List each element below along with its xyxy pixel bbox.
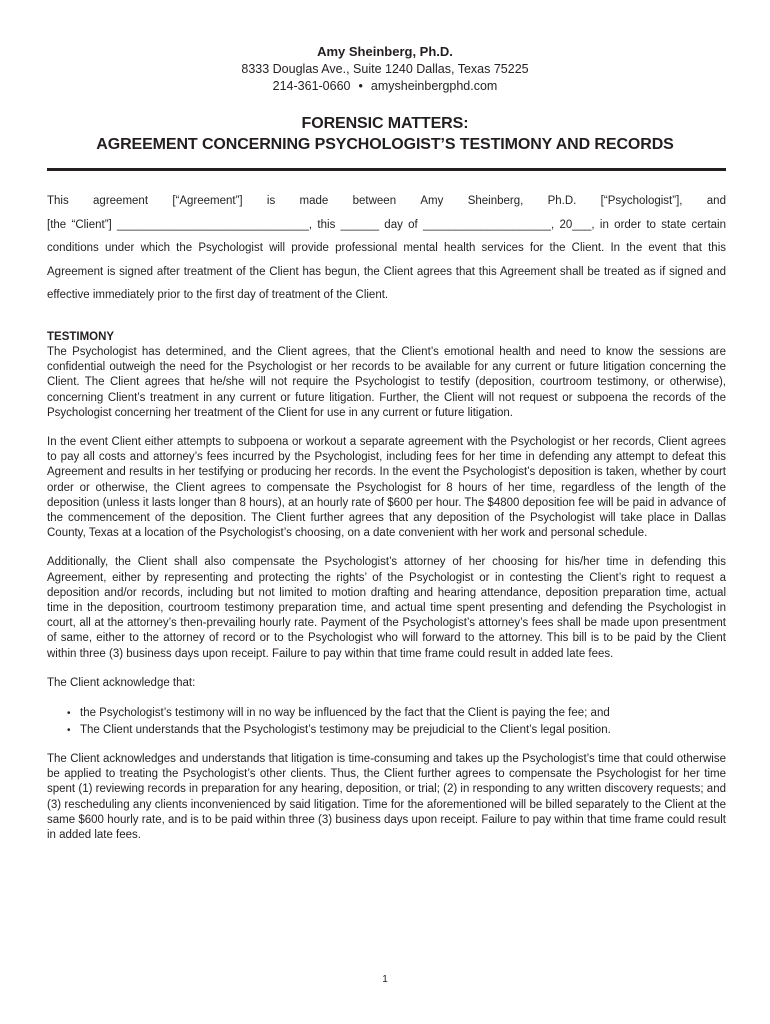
intro-word: Amy: [420, 195, 444, 207]
intro-paragraph: [47, 190, 726, 308]
intro-word: This: [47, 195, 69, 207]
practice-address: 8333 Douglas Ave., Suite 1240 Dallas, Texas 75225: [241, 62, 529, 76]
intro-word: Ph.D.: [547, 195, 577, 207]
acknowledge-list: [47, 705, 726, 739]
document-title: [0, 113, 770, 155]
testimony-section: [47, 330, 726, 857]
intro-first-line: [47, 190, 726, 214]
list-item: • The Client understands that the Psychologist’s testimony may be prejudicial to the Client’s legal position.: [67, 722, 726, 739]
testimony-paragraph-1: The Psychologist has determined, and the Client agrees, that the Client’s emotional health and need to know the sessions are confidential outweigh the need for the Psychologist or her records to be available for any current or future litigation concerning the Client. The Client agrees that he/she will not require the Psychologist to testify (deposition, courtroom testimony, or otherwise), concerning Client’s treatment in any current or future litigation. Further, the Client will not request or subpoena the records of the Psychologist concerning her treatment of the Client for use in any current or future litigation.: [47, 346, 726, 419]
letterhead: [0, 43, 770, 95]
intro-word: made: [299, 195, 329, 207]
title-divider: [47, 168, 726, 171]
testimony-paragraph-3: Additionally, the Client shall also compensate the Psychologist’s attorney of her choosing for his/her time in defending this Agreement, either by representing and protecting the rights’ of the Psychologist or in contesting the Client’s right to request a deposition and/or records, including but not limited to motion drafting and hearing attendance, deposition preparation time, actual time in the deposition, courtroom testimony preparation time, and actual time spent presenting and defending the Psychologist in court, all at the attorney’s then-prevailing hourly rate. Payment of the Psychologist’s attorney’s fees shall be made upon presentment of same, either to the attorney of record or to the Psychologist who will forward to the attorney. This bill is to be paid by the Client within three (3) business days upon receipt. Failure to pay within that time frame could result in added late fees.: [47, 556, 726, 660]
intro-word: is: [266, 195, 276, 207]
intro-word: between: [352, 195, 397, 207]
title-line-2: AGREEMENT CONCERNING PSYCHOLOGIST’S TESTIMONY AND RECORDS: [96, 136, 674, 153]
separator-bullet: •: [358, 79, 363, 93]
intro-body-text: [the “Client”] ______________________________, this ______ day of ____________________, 20___, in order to state certain conditions under which the Psychologist will provide professional mental health services for the Client. In the event that this Agreement is signed after treatment of the Client has begun, the Client agrees that this Agreement shall be treated as if signed and effective immediately prior to the first day of treatment of the Client.: [47, 218, 726, 302]
website: amysheinbergphd.com: [370, 79, 498, 93]
testimony-paragraph-4: The Client acknowledges and understands that litigation is time-consuming and takes up the Psychologist’s time that could otherwise be applied to treating the Psychologist’s other clients. Thus, the Client further agrees to compensate the Psychologist for her time spent (1) reviewing records in preparation for any hearing, deposition, or trial; (2) in responding to any written discovery requests; and (3) rescheduling any clients inconvenienced by said litigation. Time for the aforementioned will be billed separately to the Client at the same $600 hourly rate, and is to be paid within three (3) business days upon receipt. Failure to pay within that time frame could result in added late fees.: [47, 753, 726, 842]
intro-word: [“Psychologist”],: [600, 195, 683, 207]
testimony-paragraph-2: In the event Client either attempts to subpoena or workout a separate agreement with the Psychologist or her records, Client agrees to pay all costs and attorney’s fees incurred by the Psychologist, including fees for her time in defending any attempt to defeat this Agreement and results in her testifying or producing her records. In the event the Psychologist’s deposition is taken, whether by court order or otherwise, the Client agrees to compensate the Psychologist for 8 hours of her time, regardless of the length of the deposition (unless it lasts longer than 8 hours), at an hourly rate of $600 per hour. The $4800 deposition fee will be paid in advance of the commencement of the deposition. The Client further agrees that any deposition of the Psychologist will take place in Dallas County, Texas at a location of the Psychologist’s choosing, on a date convenient with her work and personal schedule.: [47, 436, 726, 540]
intro-word: agreement: [93, 195, 149, 207]
contact-line: [0, 78, 770, 95]
intro-word: Sheinberg,: [467, 195, 524, 207]
practitioner-name: Amy Sheinberg, Ph.D.: [317, 44, 453, 59]
intro-word: [“Agreement”]: [172, 195, 243, 207]
section-heading: TESTIMONY: [47, 331, 115, 343]
list-item: • the Psychologist’s testimony will in no way be influenced by the fact that the Client is paying the fee; and: [67, 705, 726, 722]
intro-word: and: [706, 195, 726, 207]
page-number: 1: [382, 974, 388, 985]
phone-number: 214-361-0660: [272, 79, 351, 93]
acknowledge-lead: The Client acknowledge that:: [47, 676, 196, 689]
title-line-1: FORENSIC MATTERS:: [301, 115, 469, 132]
